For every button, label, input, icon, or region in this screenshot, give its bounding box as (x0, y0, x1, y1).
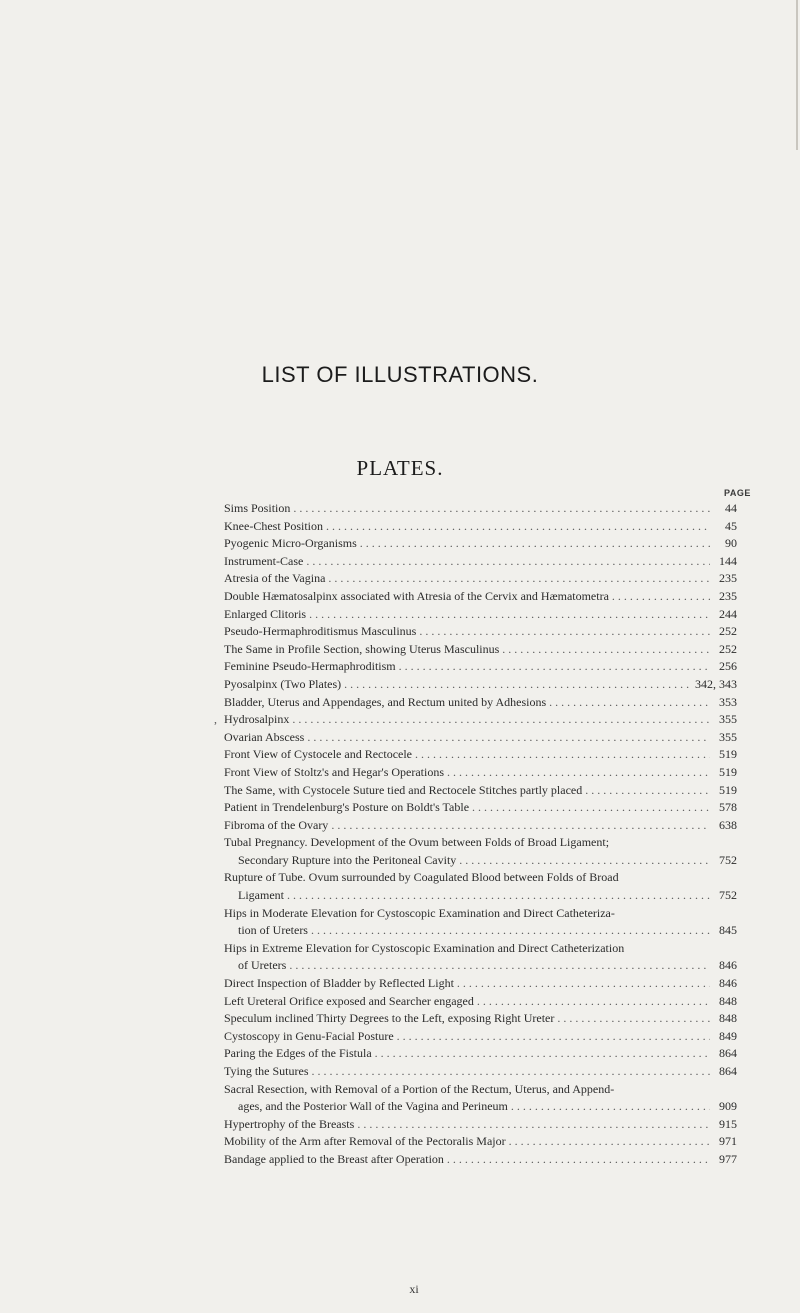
entry-page-number: 244 (719, 606, 737, 621)
dot-leader (447, 1151, 710, 1169)
dot-leader (397, 1028, 710, 1046)
page-title: LIST OF ILLUSTRATIONS. (261, 362, 539, 387)
entry-label-continued: Ligament (238, 888, 284, 903)
dot-leader (549, 694, 710, 712)
dot-leader (292, 711, 710, 729)
entry-label: Front View of Cystocele and Rectocele (224, 747, 413, 762)
dot-leader (375, 1045, 710, 1063)
entry-page-number: 519 (719, 782, 737, 797)
entry-label: Bandage applied to the Breast after Operation (224, 1151, 444, 1166)
list-item (224, 1010, 737, 1028)
entry-page-number: 915 (719, 1116, 737, 1131)
entry-page-number: 235 (719, 588, 737, 603)
entry-label: Cystoscopy in Genu-Facial Posture (224, 1028, 394, 1043)
list-item (224, 817, 737, 835)
dot-leader (289, 957, 710, 975)
entry-page-number: 864 (719, 1046, 737, 1061)
entry-page-number: 845 (719, 923, 737, 938)
dot-leader (557, 1010, 710, 1028)
dot-leader (311, 922, 710, 940)
dot-leader (306, 553, 710, 571)
list-item (224, 1116, 737, 1134)
dot-leader (331, 817, 710, 835)
entry-page-number: 353 (719, 694, 737, 709)
entry-page-number: 864 (719, 1064, 737, 1078)
entry-label: Instrument-Case (224, 553, 304, 568)
entry-label: Double Hæmatosalpinx associated with Atresia of the Cervix and Hæmatometra (224, 588, 609, 603)
list-item (224, 553, 737, 571)
dot-leader (293, 500, 710, 518)
list-item (224, 623, 737, 641)
illustrations-list (224, 500, 737, 1169)
section-title: PLATES. (356, 456, 444, 480)
entry-label: Paring the Edges of the Fistula (224, 1046, 372, 1061)
entry-label: Sacral Resection, with Removal of a Portion of the Rectum, Uterus, and Append- (224, 1081, 615, 1096)
entry-page-number: 90 (725, 536, 737, 551)
entry-page-number: 752 (719, 852, 737, 867)
list-item (224, 606, 737, 624)
entry-label: Mobility of the Arm after Removal of the Pectoralis Major (224, 1134, 506, 1149)
list-item (224, 940, 737, 975)
list-item (224, 1045, 737, 1063)
list-item (224, 1133, 737, 1151)
entry-page-number: 144 (719, 553, 737, 568)
list-item (224, 834, 737, 869)
entry-label: Patient in Trendelenburg's Posture on Boldt's Table (224, 800, 470, 815)
entry-label: Pseudo-Hermaphroditismus Masculinus (224, 624, 417, 639)
entry-label: Atresia of the Vagina (224, 571, 326, 586)
dot-leader (360, 535, 710, 553)
list-item (224, 993, 737, 1011)
dot-leader (399, 658, 710, 676)
entry-page-number: 848 (719, 1011, 737, 1026)
list-item (224, 729, 737, 747)
entry-label: Fibroma of the Ovary (224, 817, 329, 832)
entry-page-number: 45 (725, 518, 737, 533)
list-item (224, 764, 737, 782)
dot-leader (585, 782, 710, 800)
entry-label: Knee-Chest Position (224, 518, 323, 533)
entry-page-number: 355 (719, 712, 737, 727)
entry-label: Hips in Moderate Elevation for Cystoscopic Examination and Direct Catheteriza- (224, 905, 615, 920)
entry-label: Tubal Pregnancy. Development of the Ovum between Folds of Broad Ligament; (224, 835, 610, 850)
dot-leader (415, 746, 710, 764)
list-item (224, 746, 737, 764)
entry-label: Direct Inspection of Bladder by Reflected Light (224, 976, 454, 991)
entry-page-number: 578 (719, 800, 737, 815)
dot-leader (357, 1116, 710, 1134)
list-item (224, 500, 737, 518)
list-item (224, 641, 737, 659)
list-item (224, 975, 737, 993)
list-item (224, 658, 737, 676)
entry-page-number: 252 (719, 641, 737, 656)
entry-label-continued: tion of Ureters (238, 923, 308, 938)
dot-leader (511, 1098, 710, 1116)
list-item (224, 570, 737, 588)
list-item (224, 676, 737, 694)
entry-label: Front View of Stoltz's and Hegar's Operations (224, 764, 445, 779)
entry-label: Ovarian Abscess (224, 729, 305, 744)
entry-label: Pyogenic Micro-Organisms (224, 536, 357, 551)
entry-label: Hips in Extreme Elevation for Cystoscopic Examination and Direct Catheterization (224, 940, 625, 955)
dot-leader (509, 1133, 710, 1151)
entry-page-number: 519 (719, 764, 737, 779)
entry-page-number: 971 (719, 1134, 737, 1149)
entry-label-continued: of Ureters (238, 958, 287, 973)
list-item (224, 694, 737, 712)
dot-leader (309, 606, 710, 624)
entry-label: Rupture of Tube. Ovum surrounded by Coagulated Blood between Folds of Broad (224, 870, 619, 885)
dot-leader (612, 588, 710, 606)
entry-label: Bladder, Uterus and Appendages, and Rectum united by Adhesions (224, 694, 547, 709)
list-item (224, 905, 737, 940)
list-item (224, 869, 737, 904)
entry-page-number: 342, 343 (695, 676, 737, 691)
dot-leader (502, 641, 710, 659)
dot-leader (344, 676, 692, 694)
entry-page-number: 752 (719, 888, 737, 903)
entry-page-number: 519 (719, 747, 737, 762)
entry-label: Feminine Pseudo-Hermaphroditism (224, 659, 396, 674)
entry-page-number: 355 (719, 729, 737, 744)
entry-page-number: 256 (719, 659, 737, 674)
entry-label: Tying the Sutures (224, 1064, 309, 1078)
entry-page-number: 846 (719, 958, 737, 973)
entry-label: The Same, with Cystocele Suture tied and Rectocele Stitches partly placed (224, 782, 583, 797)
entry-page-number: 848 (719, 993, 737, 1008)
dot-leader (312, 1063, 711, 1081)
list-item (224, 1028, 737, 1046)
entry-page-number: 252 (719, 624, 737, 639)
entry-page-number: 846 (719, 976, 737, 991)
entry-label: Hypertrophy of the Breasts (224, 1116, 355, 1131)
list-item (224, 782, 737, 800)
dot-leader (287, 887, 710, 905)
entry-label-continued: ages, and the Posterior Wall of the Vagina and Perineum (238, 1099, 508, 1114)
dot-leader (328, 570, 710, 588)
entry-page-number: 909 (719, 1099, 737, 1114)
entry-label: The Same in Profile Section, showing Uterus Masculinus (224, 641, 500, 656)
entry-label: Pyosalpinx (Two Plates) (224, 676, 342, 691)
footer-page-number: xi (409, 1282, 419, 1296)
entry-label: Speculum inclined Thirty Degrees to the Left, exposing Right Ureter (224, 1011, 555, 1026)
entry-label: Left Ureteral Orifice exposed and Searcher engaged (224, 993, 474, 1008)
entry-page-number: 638 (719, 817, 737, 832)
entry-label: Hydrosalpinx (224, 712, 290, 727)
list-item (224, 1063, 737, 1081)
dot-leader (419, 623, 710, 641)
list-item (224, 1081, 737, 1116)
dot-leader (447, 764, 710, 782)
page-edge-shadow (796, 0, 798, 150)
entry-page-number: 849 (719, 1028, 737, 1043)
list-item (224, 1151, 737, 1169)
list-item (224, 799, 737, 817)
entry-page-number: 44 (725, 501, 737, 515)
entry-label: Enlarged Clitoris (224, 606, 307, 621)
dot-leader (459, 852, 710, 870)
list-item (224, 518, 737, 536)
entry-label-continued: Secondary Rupture into the Peritoneal Cavity (238, 852, 457, 867)
page-column-header: PAGE (724, 488, 751, 498)
entry-page-number: 977 (719, 1151, 737, 1166)
dot-leader (326, 518, 710, 536)
dot-leader (477, 993, 710, 1011)
dot-leader (472, 799, 710, 817)
list-item (224, 711, 737, 729)
dot-leader (457, 975, 710, 993)
margin-mark: , (214, 712, 217, 726)
entry-page-number: 235 (719, 571, 737, 586)
dot-leader (307, 729, 710, 747)
list-item (224, 535, 737, 553)
entry-label: Sims Position (224, 501, 291, 515)
list-item (224, 588, 737, 606)
